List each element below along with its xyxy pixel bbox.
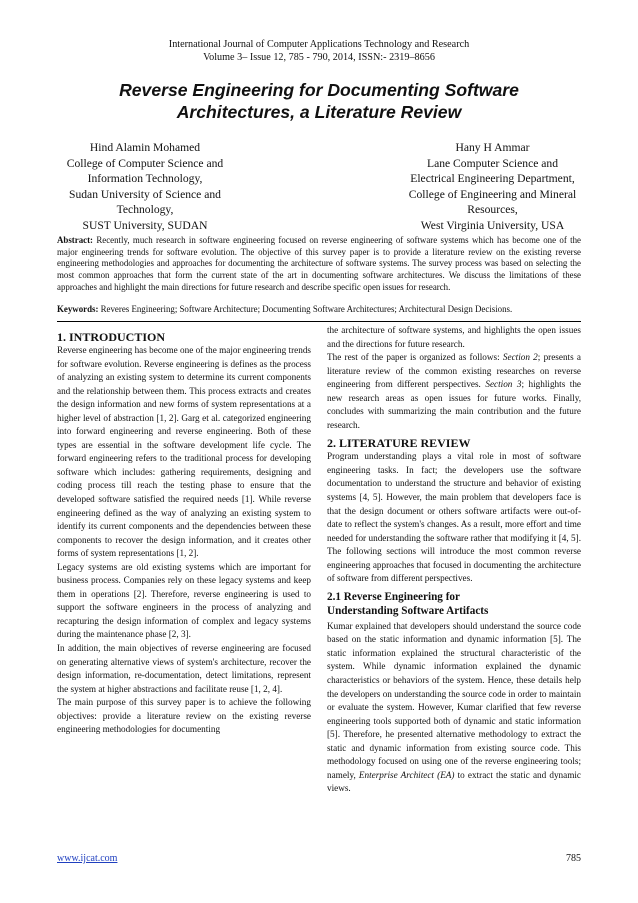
text-run: ; highlights the new research areas as open issues for future works. Finally, concludes with summarizing the main contribution and the future research. [327, 379, 581, 430]
keywords [57, 304, 581, 316]
author-affiliation: Lane Computer Science and [426, 156, 559, 170]
author-name: Hany H Ammar [455, 141, 530, 154]
text-run: The rest of the paper is organized as follows: [327, 352, 503, 363]
paper-title [60, 79, 578, 123]
journal-volume: Volume 3– Issue 12, 785 - 790, 2014, ISSN:- 2319–8656 [203, 52, 435, 63]
paragraph [327, 351, 581, 432]
author-affiliation: West Virginia University, USA [420, 218, 565, 232]
paragraph: Legacy systems are old existing systems which are important for business process. Companies rely on these legacy systems and keep them in operations [2]. Therefore, reverse engineering is used to support the software engineers in the process of analyzing and recapturing the design information of complex and legacy systems during the maintenance phase [2, 3]. [57, 561, 311, 640]
section-heading-introduction: 1. INTRODUCTION [57, 330, 166, 344]
paper-title-line1: Reverse Engineering for Documenting Software [119, 80, 519, 100]
paragraph: Reverse engineering has become one of the major engineering trends for software evolution. Reverse engineering is defines as the process of analyzing an existing system to determine its current components and the relationship between them. This process extracts and creates the design information and new forms of system representations at a higher level of abstraction [1, 2]. Garg et al. categorized engineering into forward engineering and reverse engineering. Both of these types are essential in the software development life cycle. The forward engineering refers to the traditional process for developing software which includes: gathering requirements, designing and coding process till reach the testing phase to ensure that the developed software satisfied the required needs [1]. While reverse engineering defined as the way of analyzing an existing system to identify its current components and the dependencies between these components to recover the design information, and it creates other forms of system representations [1, 2]. [57, 345, 311, 559]
section-ref: Section 2 [502, 352, 538, 363]
paragraph: In addition, the main objectives of reverse engineering are focused on generating alternative views of system's architecture, recover the design information, re-documentation, detect limitations, represent the system at higher abstractions and facilitate reuse [1, 2, 4]. [57, 643, 311, 694]
author-block-right [380, 140, 605, 233]
author-block-left [35, 140, 255, 233]
left-column [57, 330, 311, 737]
page-number: 785 [566, 853, 581, 864]
author-name: Hind Alamin Mohamed [89, 141, 201, 154]
author-affiliation: Technology, [116, 203, 174, 216]
footer-link[interactable]: www.ijcat.com [57, 853, 118, 864]
author-affiliation: Resources, [467, 203, 518, 216]
section-divider [57, 321, 581, 322]
paragraph: Program understanding plays a vital role in most of software engineering tasks. In fact; the developers use the software documentation to understand the structure and behavior of existing systems [4, 5]. However, the main problem that developers face is that the design document or others software artifacts were out-of-date to reflect the system's changes. As a result, more effort and time needed for understanding the software rather that modifying it [4, 5]. The following sections will introduce the most common reverse engineering approaches that focused in documenting the architecture of software from different perspectives. [327, 451, 581, 584]
section-ref: Section 3 [485, 379, 522, 390]
paper-title-line2: Architectures, a Literature Review [176, 102, 462, 122]
abstract [57, 235, 581, 294]
abstract-label: Abstract: [57, 235, 93, 245]
keywords-label: Keywords: [57, 304, 99, 314]
abstract-text: Recently, much research in software engineering focused on reverse engineering of software systems which has become one of the major engineering trends for software evolution. The objective of this survey paper is to provide a literature review on the existing reverse engineering methodologies and approaches for documenting the architecture of software systems. The survey process was based on selecting the most common approaches that form the current state of the art in documenting software architectures. We discuss the limitations of these approaches and highlight the main directions for future research and describe specific open issues for research. [57, 235, 581, 292]
paragraph: The main purpose of this survey paper is to achieve the following objectives: provide a literature review on the existing reverse engineering methodologies for documenting [57, 697, 311, 735]
section-heading-literature-review: 2. LITERATURE REVIEW [327, 436, 471, 451]
author-affiliation: College of Computer Science and [66, 156, 224, 170]
author-affiliation: SUST University, SUDAN [82, 218, 208, 232]
journal-name: International Journal of Computer Applications Technology and Research [168, 39, 470, 50]
author-affiliation: Sudan University of Science and [69, 187, 221, 201]
subsection-heading [327, 590, 581, 618]
right-column [327, 324, 581, 796]
author-affiliation: Electrical Engineering Department, [410, 172, 575, 185]
subsection-heading-line1: 2.1 Reverse Engineering for [327, 590, 460, 603]
text-run: Kumar explained that developers should understand the source code based on the static information and dynamic information [5]. The static information explained the structural characteristic of the system. While dynamic information explained the dynamic characteristics or behaviors of the system. Hence, these details help the developers on understanding the source code in order to maintain or evaluate the system. However, Kumar clarified that few reverse engineering tools supported both of dynamic and static information [5]. Therefore, he presented alternative methodology to extract the static and dynamic information from existing source code. This methodology focused on using one of the reverse engineering tools; namely, [327, 620, 581, 780]
text-run: to extract the static and dynamic views. [327, 769, 582, 794]
paragraph [327, 620, 581, 796]
author-affiliation: Information Technology, [87, 172, 203, 185]
text-run: ; presents a literature review of the common existing researches on reverse engineering from different perspectives. [327, 352, 581, 390]
subsection-heading-line2: Understanding Software Artifacts [327, 604, 489, 617]
paragraph: the architecture of software systems, and highlights the open issues and the directions for future research. [327, 325, 581, 349]
tool-name: Enterprise Architect (EA) [358, 769, 455, 780]
keywords-text: Reveres Engineering; Software Architecture; Documenting Software Architectures; Architectural Design Decisions. [100, 304, 513, 314]
author-affiliation: College of Engineering and Mineral [408, 187, 577, 201]
